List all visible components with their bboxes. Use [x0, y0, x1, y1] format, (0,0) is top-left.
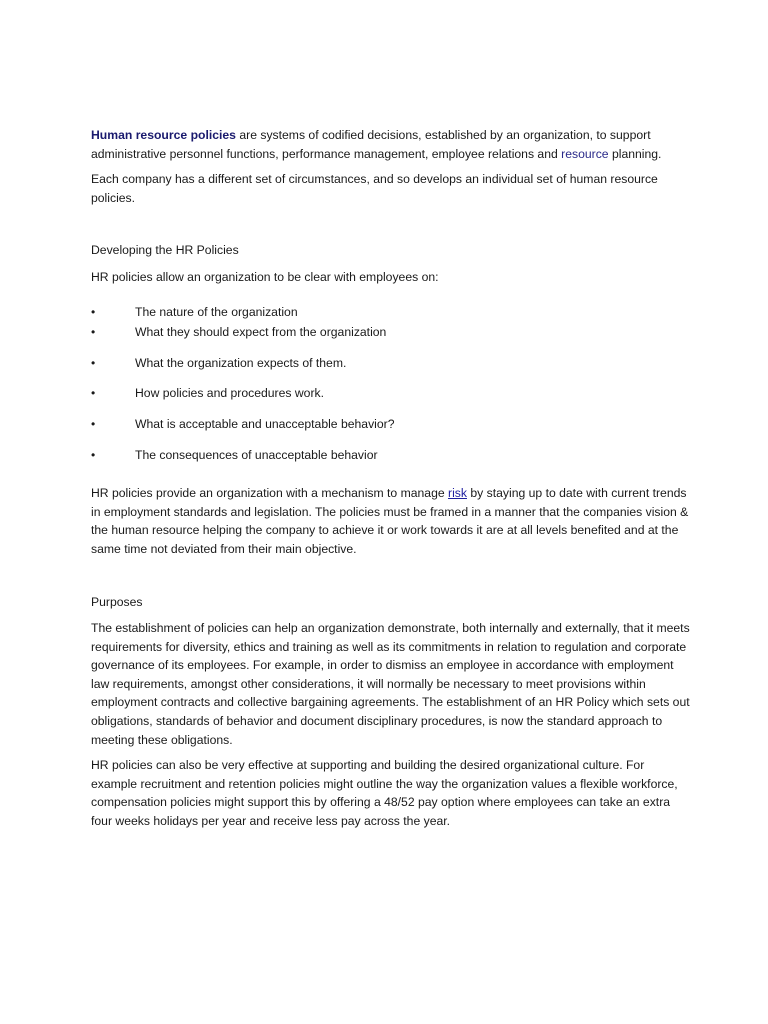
- risk-link[interactable]: risk: [448, 486, 467, 501]
- second-paragraph: Each company has a different set of circumstances, and so develops an individual set of human resource policies.: [91, 172, 658, 205]
- list-item: [91, 384, 691, 403]
- developing-intro: HR policies allow an organization to be clear with employees on:: [91, 269, 439, 284]
- list-item-text: The nature of the organization: [135, 304, 298, 319]
- bullet-icon: •: [91, 355, 96, 370]
- term-human-resource[interactable]: Human resource: [91, 128, 188, 142]
- intro-paragraph: [91, 126, 691, 163]
- risk-text-before: HR policies provide an organization with a mechanism to manage: [91, 486, 449, 501]
- resource-link[interactable]: resource: [561, 146, 609, 161]
- policy-bullet-list: [91, 303, 691, 465]
- bullet-icon: •: [91, 325, 96, 340]
- list-item-text: What they should expect from the organization: [135, 325, 387, 340]
- term-policies[interactable]: policies: [190, 128, 236, 142]
- list-item: [91, 415, 691, 434]
- risk-paragraph: [91, 484, 691, 558]
- list-item: [91, 323, 691, 342]
- bullet-icon: •: [91, 304, 96, 319]
- list-item-text: What is acceptable and unacceptable behavior?: [135, 416, 395, 431]
- list-item-text: How policies and procedures work.: [135, 386, 324, 401]
- developing-heading: Developing the HR Policies: [91, 243, 239, 258]
- purposes-paragraph-2: HR policies can also be very effective at supporting and building the desired organizational culture. For example recruitment and retention policies might outline the way the organization values a flexible workforce, compensation policies might support this by offering a 48/52 pay option where employees can take an extra four weeks holidays per year and receive less pay across the year.: [91, 758, 678, 829]
- purposes-heading: Purposes: [91, 594, 143, 609]
- list-item-text: What the organization expects of them.: [135, 355, 347, 370]
- list-item: [91, 446, 691, 465]
- list-item: [91, 303, 691, 322]
- risk-text-after: by staying up to date with current trends in employment standards and legislation. The policies must be framed in a manner that the companies vision & the human resource helping the company to achieve it or work towards it are at all levels benefited and at the same time not deviated from their main objective.: [91, 486, 689, 556]
- list-item: [91, 354, 691, 373]
- bullet-icon: •: [91, 447, 96, 462]
- purposes-paragraph-1: The establishment of policies can help an organization demonstrate, both internally and externally, that it meets requirements for diversity, ethics and training as well as its commitments in relation to regulation and corporate governance of its employees. For example, in order to dismiss an employee in accordance with employment law requirements, amongst other considerations, it will normally be necessary to meet provisions within employment contracts and collective bargaining agreements. The establishment of an HR Policy which sets out obligations, standards of behavior and document disciplinary procedures, is now the standard approach to meeting these obligations.: [91, 621, 690, 747]
- list-item-text: The consequences of unacceptable behavior: [135, 447, 378, 462]
- bullet-icon: •: [91, 386, 96, 401]
- document-page: [91, 126, 691, 831]
- intro-text-end: planning.: [608, 146, 662, 161]
- intro-text: are systems of codified decisions, established by an organization, to support administrative personnel functions, performance management, employee relations and: [91, 128, 651, 161]
- bullet-icon: •: [91, 416, 96, 431]
